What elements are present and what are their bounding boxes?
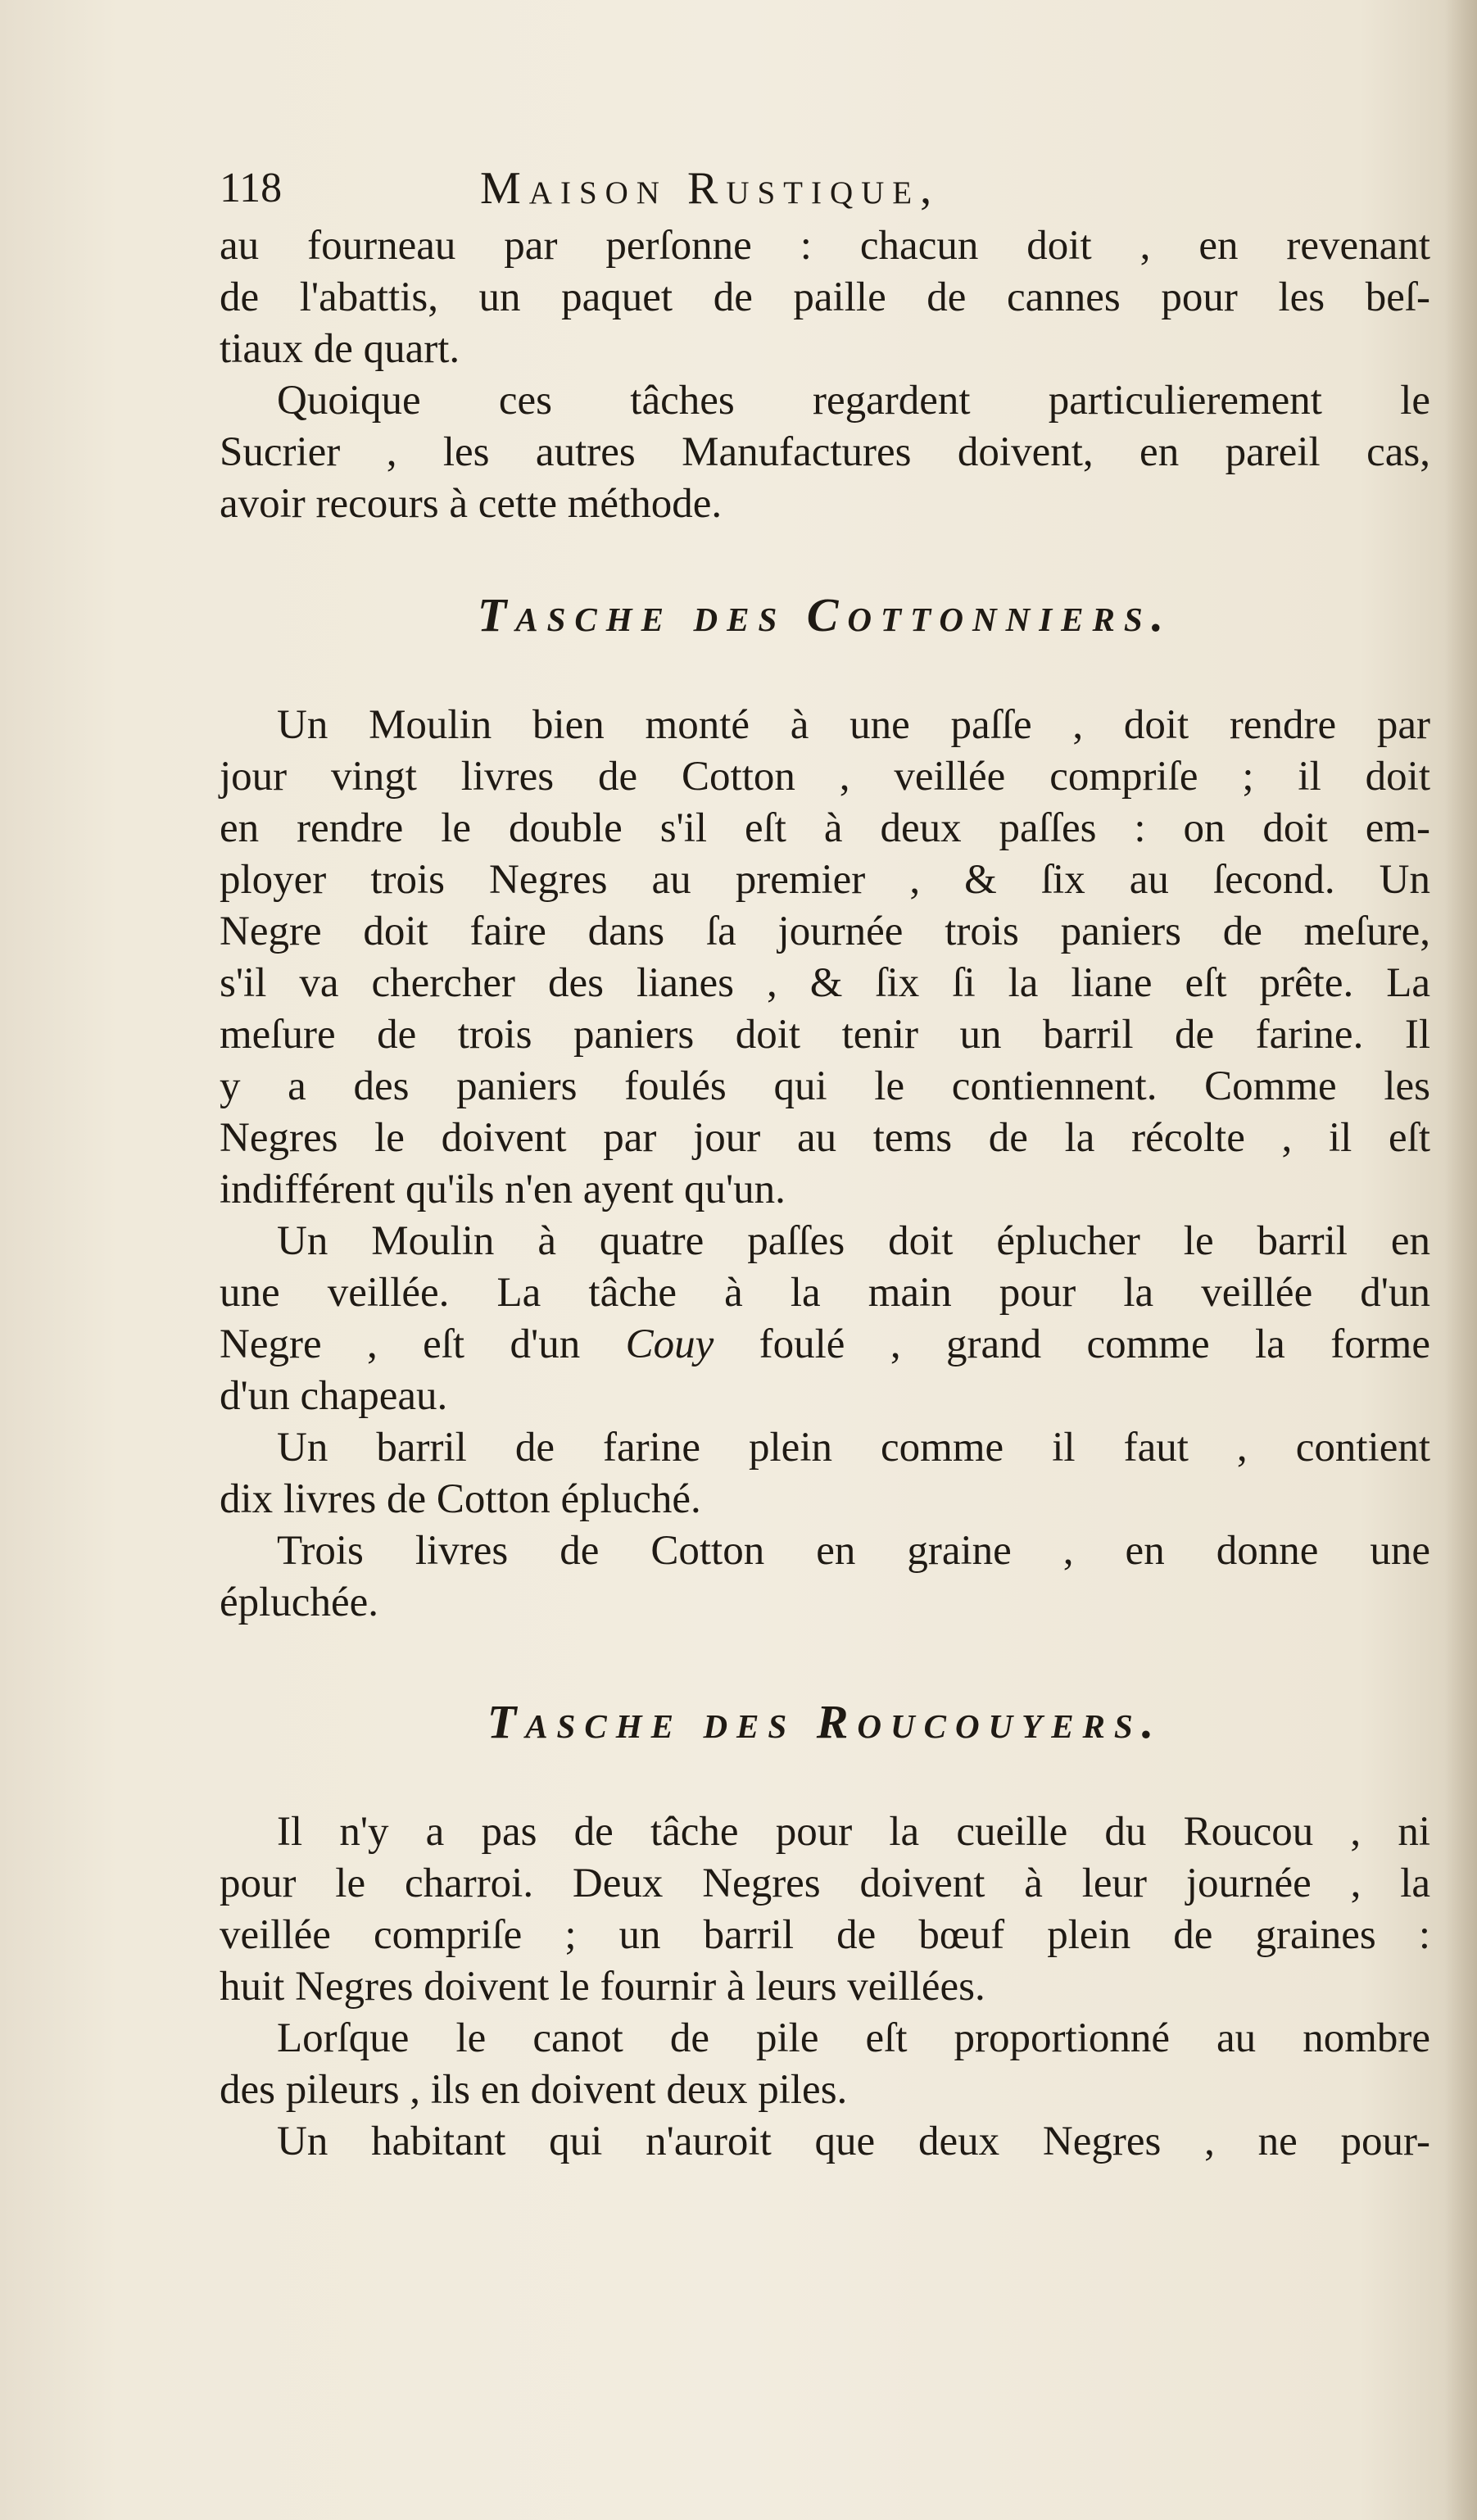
- text-line: jour vingt livres de Cotton , veillée compriſe ; il doit: [220, 754, 1430, 800]
- text-line: s'il va chercher des lianes , & ſix ſi la liane eſt prête. La: [220, 960, 1430, 1006]
- text-line: des pileurs , ils en doivent deux piles.: [220, 2067, 848, 2113]
- text-segment: foulé , grand comme la forme: [714, 1321, 1430, 1367]
- text-line: tiaux de quart.: [220, 326, 460, 372]
- text-line: Quoique ces tâches regardent particulierement le: [277, 378, 1430, 424]
- text-line: Un habitant qui n'auroit que deux Negres , ne pour-: [277, 2119, 1430, 2164]
- text-line: y a des paniers foulés qui le contiennent. Comme les: [220, 1063, 1430, 1109]
- paragraph: [220, 2116, 1430, 2168]
- paragraph: [220, 1422, 1430, 1525]
- running-head: [220, 160, 1430, 217]
- text-line: une veillée. La tâche à la main pour la veillée d'un: [220, 1270, 1430, 1316]
- text-line: de l'abattis, un paquet de paille de cannes pour les beſ-: [220, 274, 1430, 320]
- text-line: Lorſque le canot de pile eſt proportionné au nombre: [277, 2015, 1430, 2061]
- text-line: Un Moulin à quatre paſſes doit éplucher le barril en: [277, 1218, 1430, 1264]
- text-line: Il n'y a pas de tâche pour la cueille du Roucou , ni: [277, 1809, 1430, 1855]
- text-line: d'un chapeau.: [220, 1373, 448, 1419]
- text-line: au fourneau par perſonne : chacun doit , en revenant: [220, 223, 1430, 269]
- section-heading: Tasche des Roucouyers.: [487, 1695, 1163, 1748]
- italic-term: Couy: [625, 1321, 714, 1367]
- text-line: Un barril de farine plein comme il faut , contient: [277, 1425, 1430, 1471]
- text-line: pour le charroi. Deux Negres doivent à leur journée , la: [220, 1861, 1430, 1906]
- paragraph: [220, 1216, 1430, 1422]
- book-title: Maison Rustique,: [480, 163, 940, 214]
- section-heading: Tasche des Cottonniers.: [477, 588, 1173, 641]
- text-line: veillée compriſe ; un barril de bœuf plein de graines :: [220, 1912, 1430, 1958]
- text-block: [220, 160, 1430, 2168]
- text-line: Un Moulin bien monté à une paſſe , doit rendre par: [277, 702, 1430, 748]
- text-line: [220, 1319, 1430, 1371]
- text-line: huit Negres doivent le fournir à leurs veillées.: [220, 1964, 985, 2010]
- paragraph: [220, 375, 1430, 530]
- text-line: Sucrier , les autres Manufactures doivent, en pareil cas,: [220, 429, 1430, 475]
- paragraph: [220, 220, 1430, 375]
- text-line: Negres le doivent par jour au tems de la récolte , il eſt: [220, 1115, 1430, 1161]
- text-line: épluchée.: [220, 1580, 378, 1625]
- text-line: avoir recours à cette méthode.: [220, 481, 723, 527]
- text-line: Trois livres de Cotton en graine , en donne une: [277, 1528, 1430, 1574]
- text-line: ployer trois Negres au premier , & ſix au ſecond. Un: [220, 857, 1430, 903]
- text-segment: Negre , eſt d'un: [220, 1321, 626, 1367]
- paragraph: [220, 1806, 1430, 2013]
- text-line: Negre doit faire dans ſa journée trois paniers de meſure,: [220, 909, 1430, 954]
- paragraph: [220, 700, 1430, 1216]
- page-number: 118: [220, 165, 283, 211]
- text-line: meſure de trois paniers doit tenir un barril de farine. Il: [220, 1012, 1430, 1058]
- paragraph: [220, 2013, 1430, 2116]
- text-line: indifférent qu'ils n'en ayent qu'un.: [220, 1167, 786, 1212]
- text-line: en rendre le double s'il eſt à deux paſſes : on doit em-: [220, 805, 1430, 851]
- text-line: dix livres de Cotton épluché.: [220, 1476, 701, 1522]
- paragraph: [220, 1525, 1430, 1629]
